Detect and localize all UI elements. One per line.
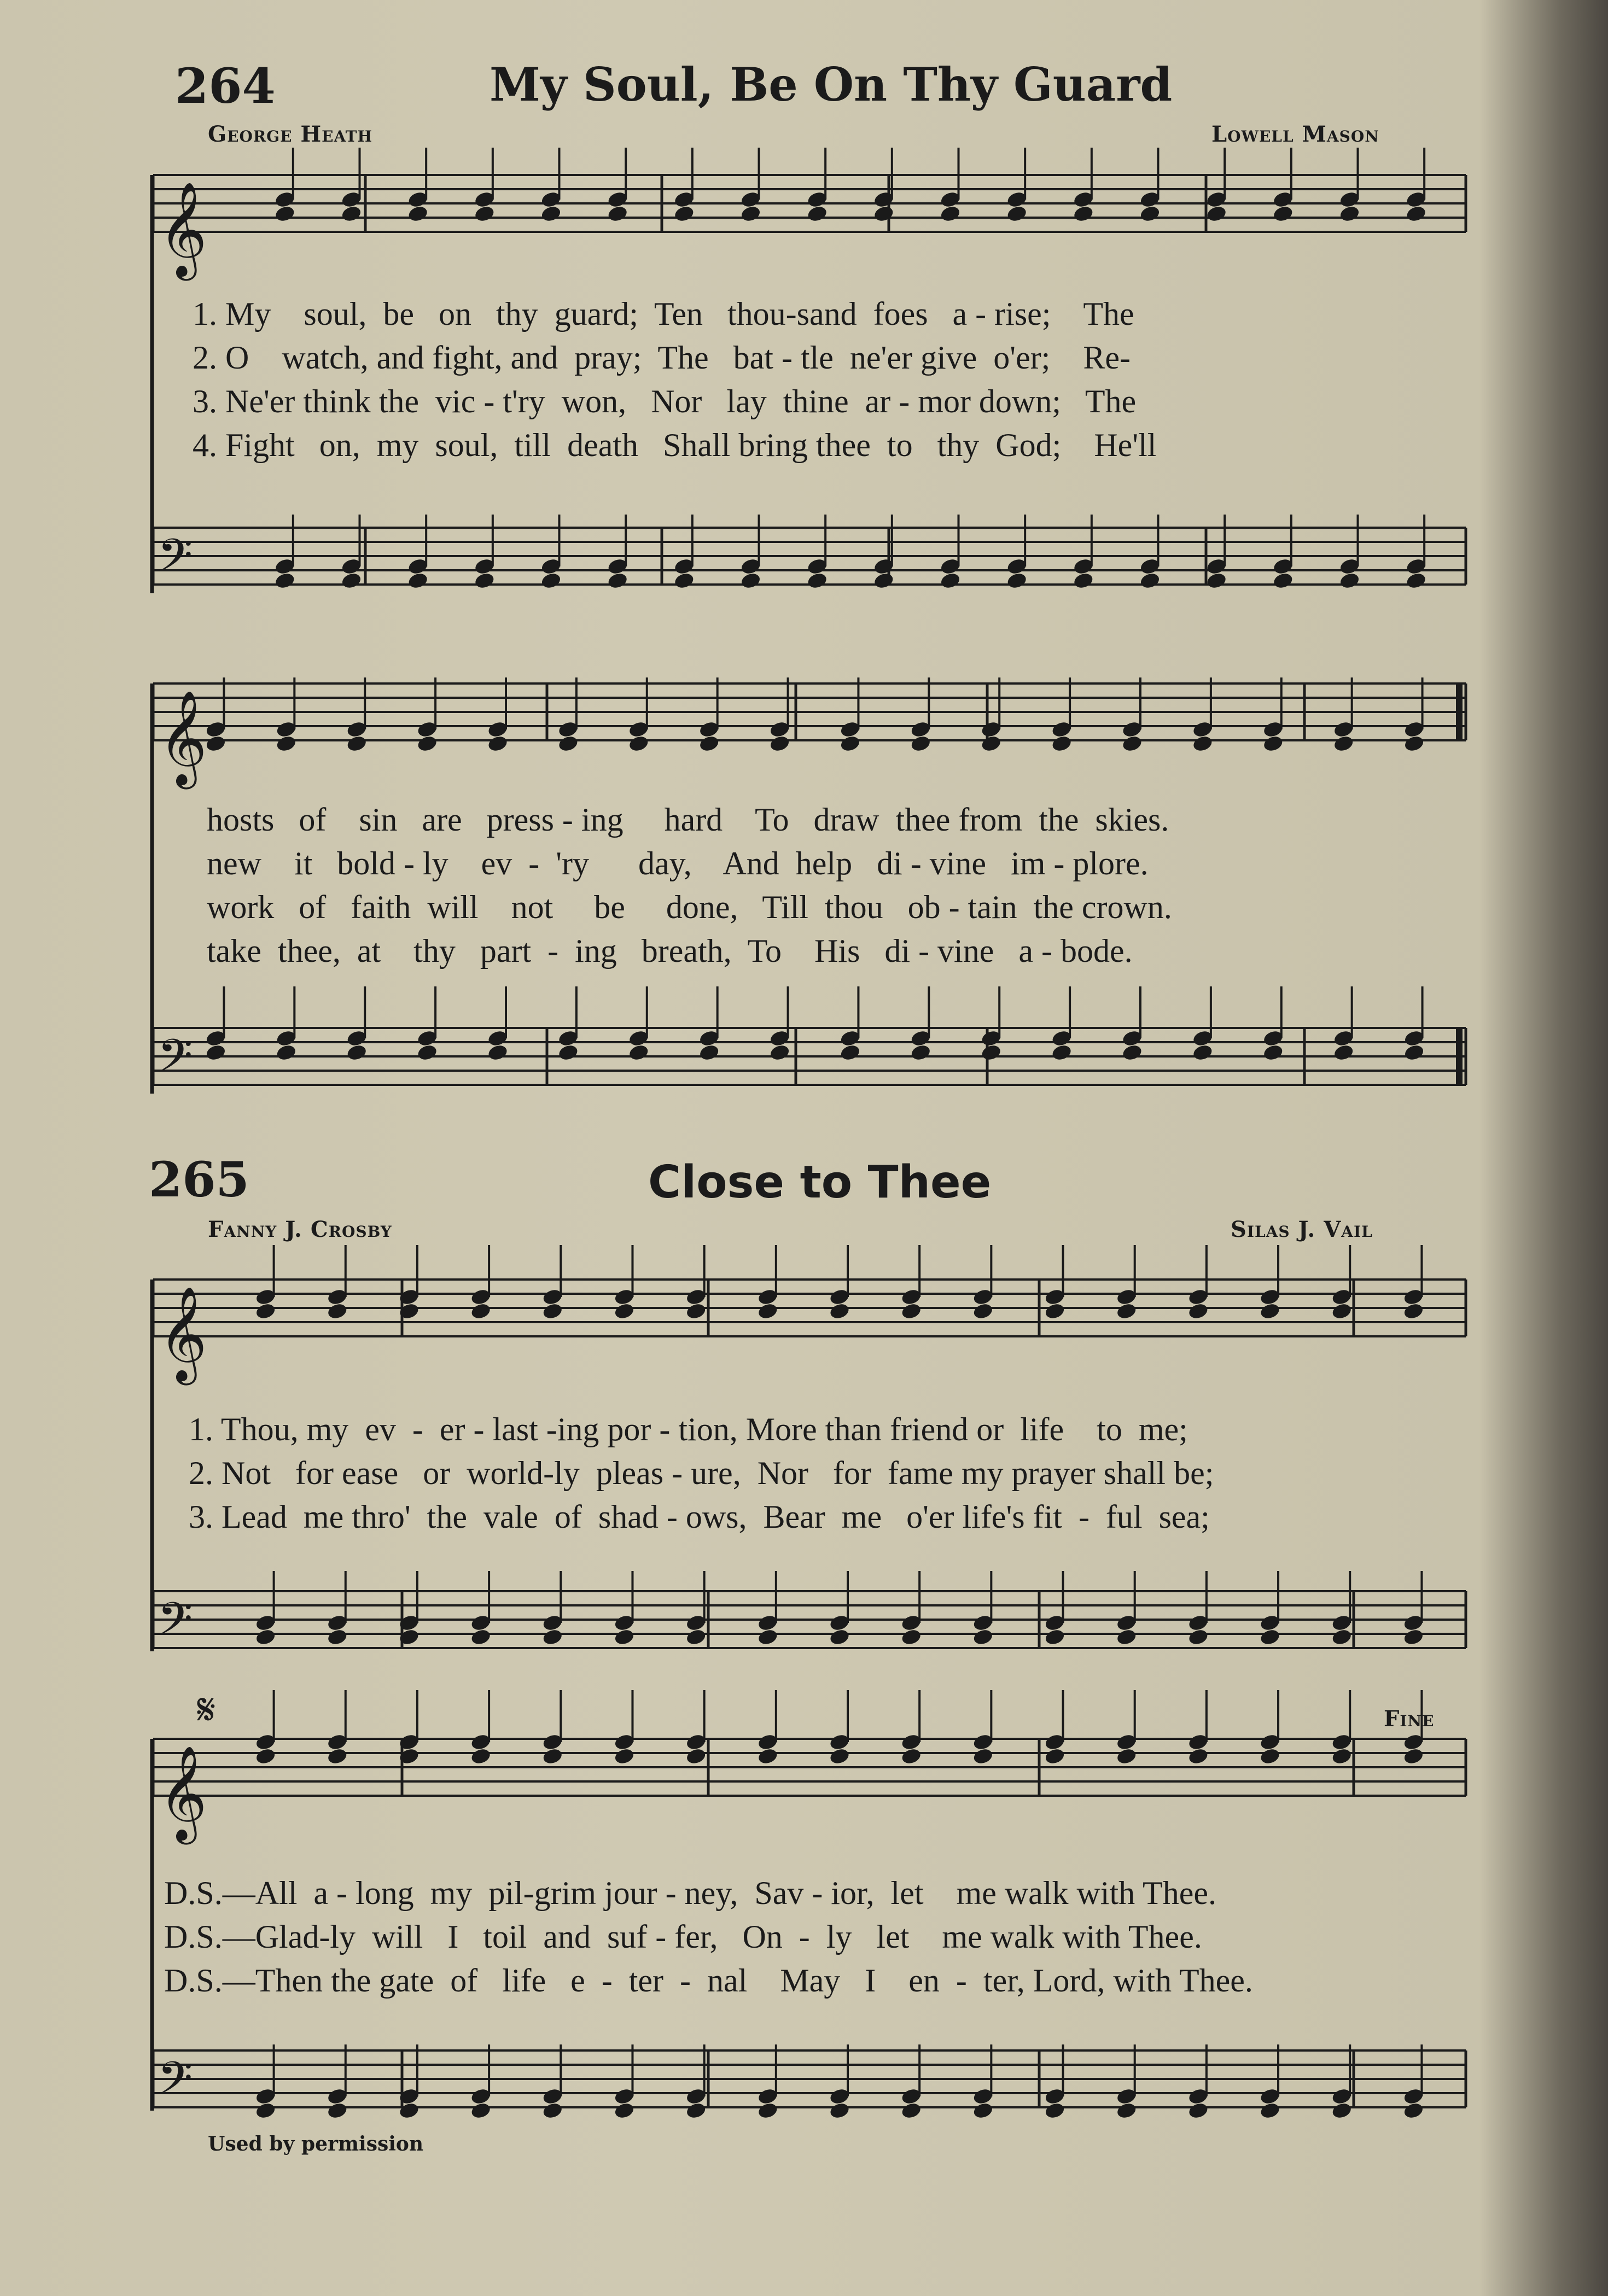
notehead bbox=[1187, 1747, 1209, 1766]
notehead bbox=[900, 1747, 922, 1766]
notehead bbox=[1006, 571, 1028, 590]
notehead bbox=[939, 571, 961, 590]
notehead bbox=[1403, 734, 1425, 753]
notehead bbox=[541, 1747, 563, 1766]
notehead bbox=[1331, 2101, 1353, 2120]
notehead bbox=[829, 1302, 850, 1321]
notehead bbox=[900, 1628, 922, 1646]
notehead bbox=[540, 571, 562, 590]
lyric-line: 3. Lead me thro' the vale of shad - ows, Bear me o'er life's fit - ful sea; bbox=[189, 1499, 1210, 1535]
notehead bbox=[1338, 205, 1360, 223]
notehead bbox=[1259, 1747, 1281, 1766]
notehead bbox=[557, 1043, 579, 1062]
notehead bbox=[607, 571, 628, 590]
notehead bbox=[839, 734, 861, 753]
notehead bbox=[1331, 1747, 1353, 1766]
clef-sign: 𝄞 bbox=[159, 690, 207, 785]
notehead bbox=[1051, 1043, 1073, 1062]
notehead bbox=[205, 1043, 226, 1062]
notehead bbox=[829, 2101, 850, 2120]
notehead bbox=[739, 205, 761, 223]
notehead bbox=[1259, 2101, 1281, 2120]
notehead bbox=[910, 1043, 931, 1062]
segno-sign: 𝄋 bbox=[197, 1684, 216, 1735]
notehead bbox=[327, 1302, 348, 1321]
notehead bbox=[1073, 205, 1094, 223]
lyric-line: 1. My soul, be on thy guard; Ten thou-sand foes a - rise; The bbox=[193, 296, 1134, 332]
notehead bbox=[900, 2101, 922, 2120]
composer-credit: Lowell Mason bbox=[1211, 121, 1379, 147]
notehead bbox=[839, 1043, 861, 1062]
notehead bbox=[1402, 1302, 1424, 1321]
notehead bbox=[607, 205, 628, 223]
notehead bbox=[1187, 1628, 1209, 1646]
notehead bbox=[757, 1747, 779, 1766]
notehead bbox=[255, 1628, 277, 1646]
permission-note: Used by permission bbox=[208, 2133, 424, 2155]
notehead bbox=[1116, 2101, 1138, 2120]
clef-sign: 𝄞 bbox=[159, 1286, 207, 1381]
notehead bbox=[327, 1747, 348, 1766]
notehead bbox=[1006, 205, 1028, 223]
composer-credit: Silas J. Vail bbox=[1231, 1217, 1373, 1242]
notehead bbox=[1405, 571, 1427, 590]
notehead bbox=[673, 205, 695, 223]
notehead bbox=[685, 1302, 707, 1321]
notehead bbox=[768, 1043, 790, 1062]
lyric-line: 3. Ne'er think the vic - t'ry won, Nor lay thine ar - mor down; The bbox=[193, 383, 1137, 419]
lyric-line: 4. Fight on, my soul, till death Shall bring thee to thy God; He'll bbox=[193, 427, 1157, 463]
notehead bbox=[1259, 1628, 1281, 1646]
notehead bbox=[873, 205, 895, 223]
notehead bbox=[255, 1302, 277, 1321]
notehead bbox=[1333, 734, 1355, 753]
notehead bbox=[1044, 2101, 1065, 2120]
notehead bbox=[1073, 571, 1094, 590]
notehead bbox=[340, 571, 362, 590]
notehead bbox=[1402, 1747, 1424, 1766]
notehead bbox=[1139, 205, 1161, 223]
notehead bbox=[470, 1628, 492, 1646]
notehead bbox=[1331, 1302, 1353, 1321]
notehead bbox=[1121, 1043, 1143, 1062]
notehead bbox=[1402, 2101, 1424, 2120]
clef-sign: 𝄢 bbox=[158, 529, 193, 593]
notehead bbox=[1139, 571, 1161, 590]
notehead bbox=[939, 205, 961, 223]
notehead bbox=[972, 1628, 994, 1646]
lyric-line: 1. Thou, my ev - er - last -ing por - tion, More than friend or life to me; bbox=[189, 1411, 1188, 1447]
notehead bbox=[910, 734, 931, 753]
notehead bbox=[698, 734, 720, 753]
notehead bbox=[274, 571, 296, 590]
notehead bbox=[972, 2101, 994, 2120]
notehead bbox=[540, 205, 562, 223]
notehead bbox=[757, 1302, 779, 1321]
notehead bbox=[613, 2101, 635, 2120]
notehead bbox=[255, 2101, 277, 2120]
lyricist-credit: George Heath bbox=[208, 121, 372, 147]
notehead bbox=[346, 734, 368, 753]
hymn-title: My Soul, Be On Thy Guard bbox=[490, 57, 1173, 112]
notehead bbox=[1405, 205, 1427, 223]
notehead bbox=[1116, 1628, 1138, 1646]
notehead bbox=[474, 571, 496, 590]
notehead bbox=[470, 2101, 492, 2120]
notehead bbox=[275, 734, 297, 753]
notehead bbox=[1205, 205, 1227, 223]
notehead bbox=[541, 2101, 563, 2120]
lyricist-credit: Fanny J. Crosby bbox=[208, 1217, 392, 1242]
lyric-line: hosts of sin are press - ing hard To draw thee from the skies. bbox=[207, 802, 1169, 838]
notehead bbox=[900, 1302, 922, 1321]
notehead bbox=[1272, 571, 1294, 590]
notehead bbox=[1187, 2101, 1209, 2120]
clef-sign: 𝄢 bbox=[158, 2052, 193, 2116]
notehead bbox=[829, 1747, 850, 1766]
notehead bbox=[698, 1043, 720, 1062]
notehead bbox=[613, 1302, 635, 1321]
notehead bbox=[1333, 1043, 1355, 1062]
lyric-line: new it bold - ly ev - 'ry day, And help di - vine im - plore. bbox=[207, 845, 1149, 881]
notehead bbox=[474, 205, 496, 223]
clef-sign: 𝄞 bbox=[159, 1745, 207, 1841]
notehead bbox=[1403, 1043, 1425, 1062]
notehead bbox=[1044, 1747, 1065, 1766]
notehead bbox=[1272, 205, 1294, 223]
notehead bbox=[1205, 571, 1227, 590]
notehead bbox=[541, 1302, 563, 1321]
notehead bbox=[1051, 734, 1073, 753]
notehead bbox=[685, 2101, 707, 2120]
notehead bbox=[757, 1628, 779, 1646]
notehead bbox=[757, 2101, 779, 2120]
notehead bbox=[1044, 1628, 1065, 1646]
lyric-line: 2. O watch, and fight, and pray; The bat - tle ne'er give o'er; Re- bbox=[193, 340, 1131, 376]
notehead bbox=[205, 734, 226, 753]
notehead bbox=[1044, 1302, 1065, 1321]
notehead bbox=[275, 1043, 297, 1062]
lyric-line: take thee, at thy part - ing breath, To His di - vine a - bode. bbox=[207, 933, 1133, 969]
clef-sign: 𝄢 bbox=[158, 1592, 193, 1656]
notehead bbox=[470, 1747, 492, 1766]
notehead bbox=[416, 1043, 438, 1062]
notehead bbox=[613, 1747, 635, 1766]
notehead bbox=[972, 1747, 994, 1766]
notehead bbox=[487, 1043, 509, 1062]
notehead bbox=[340, 205, 362, 223]
clef-sign: 𝄞 bbox=[159, 182, 207, 277]
notehead bbox=[829, 1628, 850, 1646]
hymn-number: 265 bbox=[149, 1151, 249, 1208]
notehead bbox=[873, 571, 895, 590]
hymn-number: 264 bbox=[175, 57, 276, 114]
notehead bbox=[407, 205, 429, 223]
notehead bbox=[685, 1628, 707, 1646]
notehead bbox=[806, 205, 828, 223]
lyric-line: D.S.—Then the gate of life e - ter - nal May I en - ter, Lord, with Thee. bbox=[164, 1962, 1253, 1999]
notehead bbox=[487, 734, 509, 753]
hymn-title: Close to Thee bbox=[648, 1156, 992, 1208]
fine-marking: Fine bbox=[1384, 1706, 1435, 1732]
notehead bbox=[407, 571, 429, 590]
notehead bbox=[1116, 1747, 1138, 1766]
notehead bbox=[541, 1628, 563, 1646]
lyric-line: 2. Not for ease or world-ly pleas - ure, Nor for fame my prayer shall be; bbox=[189, 1455, 1214, 1491]
notehead bbox=[1338, 571, 1360, 590]
notehead bbox=[1187, 1302, 1209, 1321]
notehead bbox=[739, 571, 761, 590]
notehead bbox=[628, 1043, 650, 1062]
notehead bbox=[1262, 734, 1284, 753]
notehead bbox=[1116, 1302, 1138, 1321]
notehead bbox=[1259, 1302, 1281, 1321]
notehead bbox=[557, 734, 579, 753]
lyric-line: work of faith will not be done, Till thou ob - tain the crown. bbox=[207, 889, 1172, 925]
clef-sign: 𝄢 bbox=[158, 1029, 193, 1093]
notehead bbox=[768, 734, 790, 753]
notehead bbox=[470, 1302, 492, 1321]
notehead bbox=[613, 1628, 635, 1646]
notehead bbox=[980, 1043, 1002, 1062]
notehead bbox=[673, 571, 695, 590]
notehead bbox=[346, 1043, 368, 1062]
notehead bbox=[255, 1747, 277, 1766]
notehead bbox=[327, 1628, 348, 1646]
notehead bbox=[1121, 734, 1143, 753]
notehead bbox=[327, 2101, 348, 2120]
notehead bbox=[806, 571, 828, 590]
notehead bbox=[1402, 1628, 1424, 1646]
notehead bbox=[685, 1747, 707, 1766]
notehead bbox=[274, 205, 296, 223]
notehead bbox=[972, 1302, 994, 1321]
notehead bbox=[1262, 1043, 1284, 1062]
notehead bbox=[1192, 734, 1214, 753]
lyric-line: D.S.—Glad-ly will I toil and suf - fer, On - ly let me walk with Thee. bbox=[164, 1919, 1202, 1955]
notehead bbox=[628, 734, 650, 753]
notehead bbox=[1192, 1043, 1214, 1062]
notehead bbox=[980, 734, 1002, 753]
notehead bbox=[1331, 1628, 1353, 1646]
notehead bbox=[416, 734, 438, 753]
lyric-line: D.S.—All a - long my pil-grim jour - ney, Sav - ior, let me walk with Thee. bbox=[164, 1875, 1216, 1911]
